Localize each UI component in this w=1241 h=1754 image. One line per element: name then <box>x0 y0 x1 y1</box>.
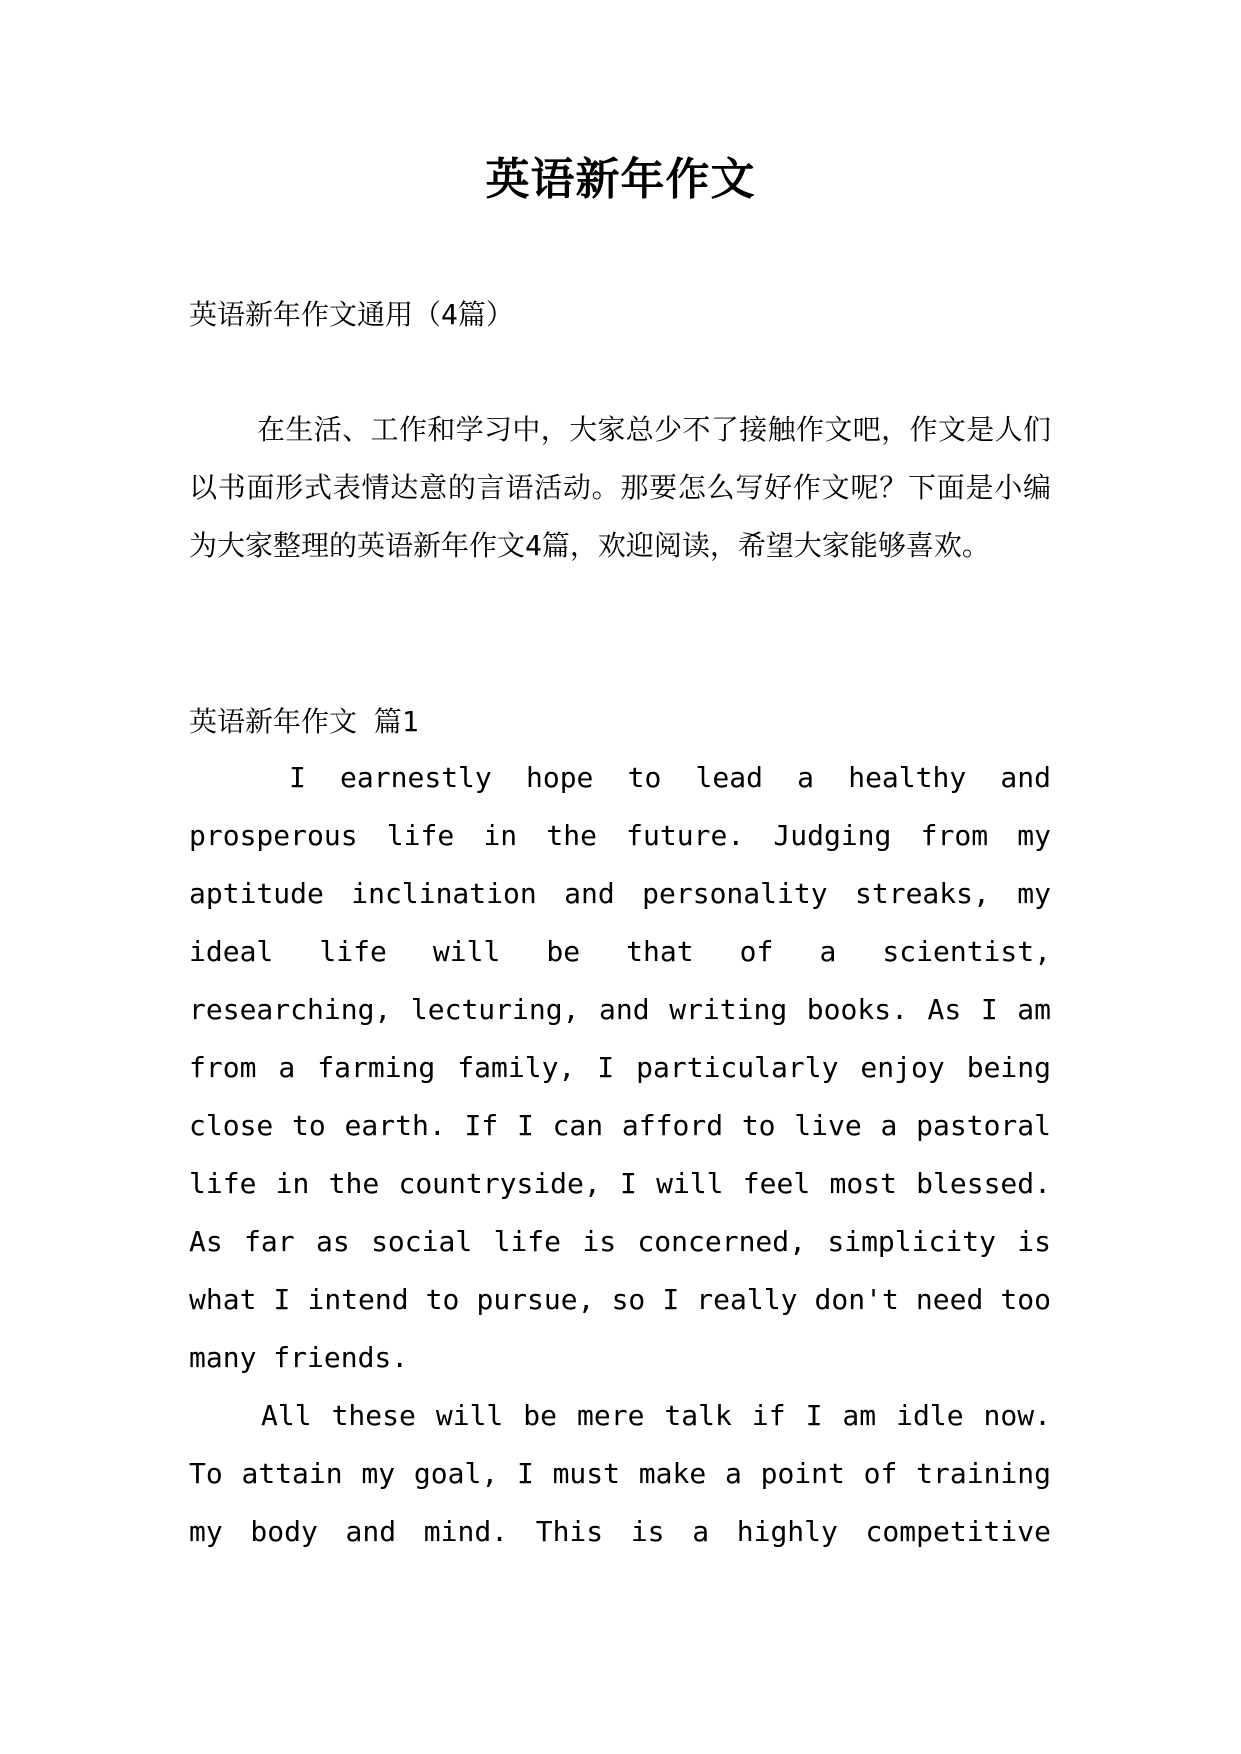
section-heading: 英语新年作文 篇1 <box>189 705 419 738</box>
document-title: 英语新年作文 <box>485 154 756 205</box>
essay-paragraph-1: I earnestly hope to lead a healthy and prosperous life in the future. Judging from my aptitude inclination and personality streaks, my ideal life will be that of a scientist, researching, lecturing, and writing books. As I am from a farming family, I particularly enjoy being close to earth. If I can afford to live a pastoral life in the countryside, I will feel most blessed. As far as social life is concerned, simplicity is what I intend to pursue, so I really don't need too many friends. <box>189 761 1051 1374</box>
essay-body <box>189 749 1051 1561</box>
essay-paragraph-2: All these will be mere talk if I am idle now. To attain my goal, I must make a point of training my body and mind. This is a highly competitive <box>189 1399 1051 1548</box>
document-subtitle: 英语新年作文通用（4篇） <box>189 298 514 331</box>
intro-paragraph: 在生活、工作和学习中，大家总少不了接触作文吧，作文是人们以书面形式表情达意的言语活动。那要怎么写好作文呢？下面是小编为大家整理的英语新年作文4篇，欢迎阅读，希望大家能够喜欢。 <box>189 413 1051 562</box>
